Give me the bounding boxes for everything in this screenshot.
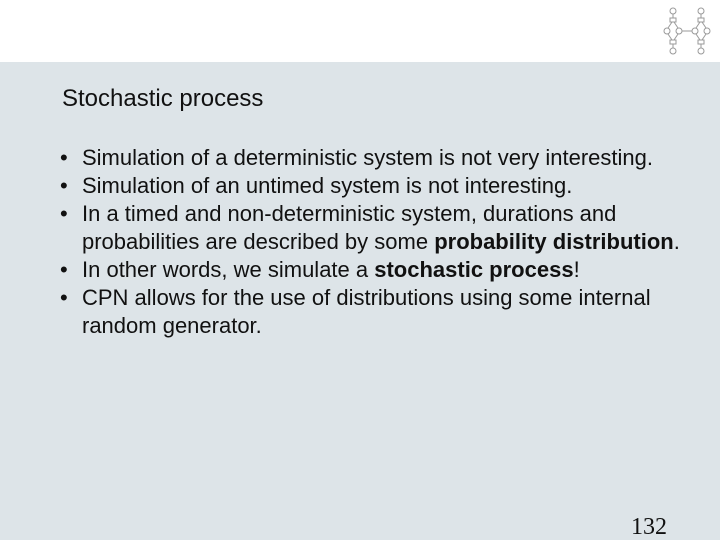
bullet-text: .	[673, 229, 680, 254]
bullet-text: In other words, we simulate a	[82, 257, 375, 282]
slide-header-band	[0, 0, 720, 62]
bullet-text: Simulation of a deterministic system is not very interesting.	[82, 145, 654, 170]
bullet-marker: •	[60, 257, 68, 282]
petri-net-logo-icon	[659, 3, 715, 59]
bullet-marker: •	[60, 201, 68, 226]
bullet-list	[60, 144, 700, 340]
bullet-item	[60, 256, 700, 284]
bullet-item	[60, 284, 700, 340]
bullet-text: CPN allows for the use of distributions using some internal random generator.	[82, 285, 651, 338]
bullet-text: !	[573, 257, 580, 282]
bullet-item	[60, 200, 700, 256]
bullet-item	[60, 172, 700, 200]
page-number: 132	[631, 514, 667, 540]
slide-title: Stochastic process	[62, 85, 264, 112]
bullet-marker: •	[60, 173, 68, 198]
bullet-text: In a timed and non-deterministic system, durations and probabilities are described by some	[82, 201, 617, 254]
bullet-item	[60, 144, 700, 172]
bullet-text: Simulation of an untimed system is not interesting.	[82, 173, 573, 198]
bullet-marker: •	[60, 145, 68, 170]
bullet-marker: •	[60, 285, 68, 310]
bullet-emphasis: stochastic process	[374, 257, 574, 282]
bullet-emphasis: probability distribution	[434, 229, 674, 254]
